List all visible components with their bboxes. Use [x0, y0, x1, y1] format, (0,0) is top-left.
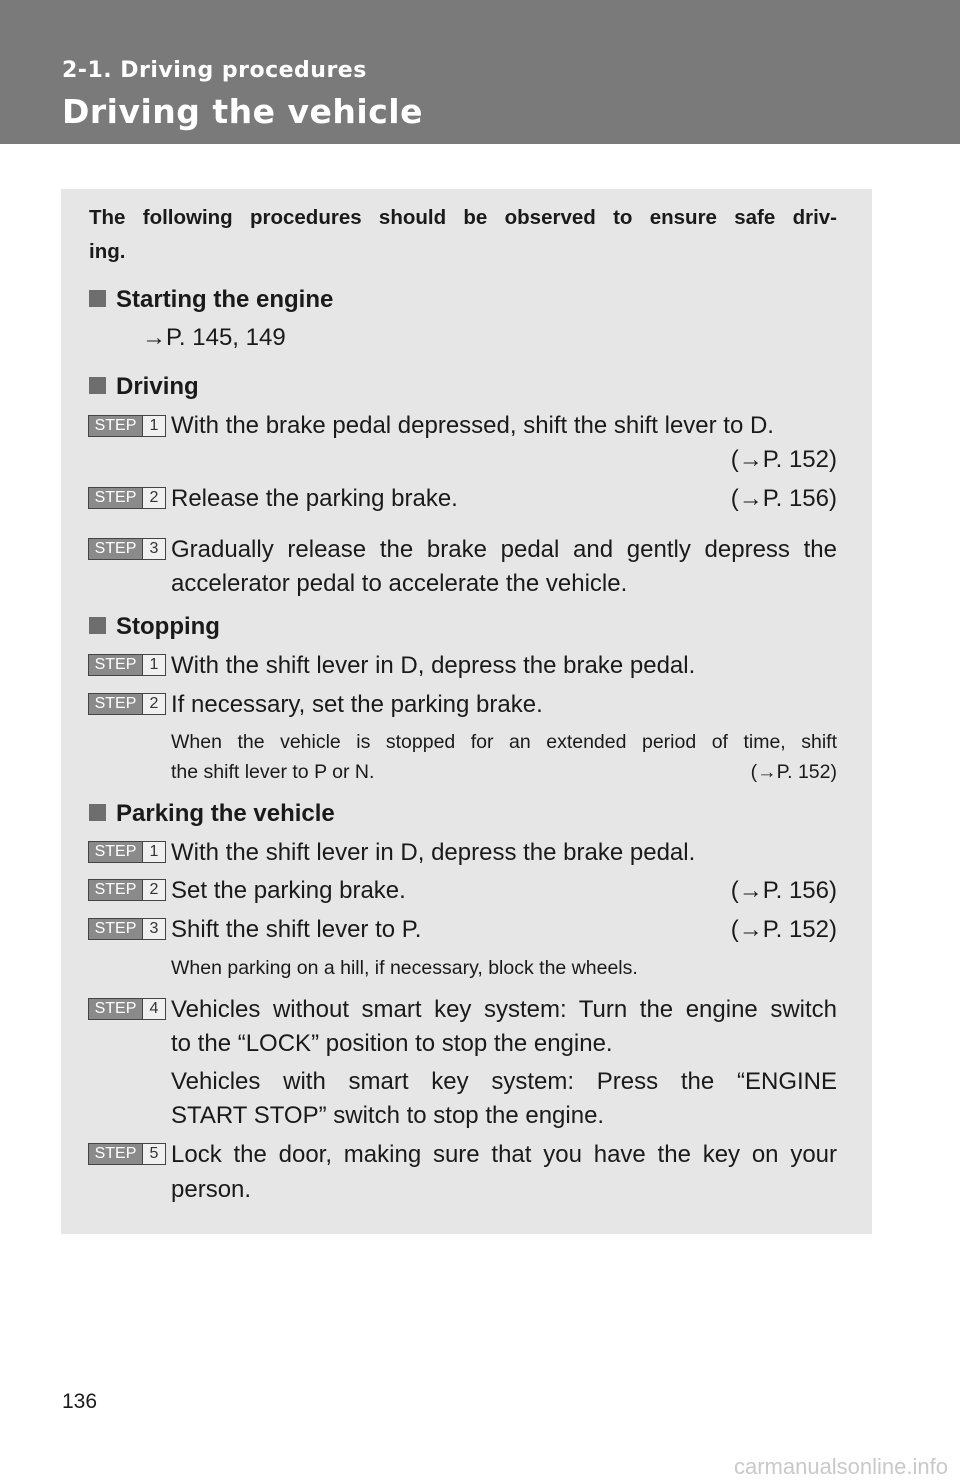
step-text: If necessary, set the parking brake. — [171, 691, 543, 718]
step-reference: (→P. 152) — [730, 916, 837, 943]
note-text: When parking on a hill, if necessary, block the wheels. — [171, 957, 638, 979]
step-text: Gradually release the brake pedal and gently depress the — [171, 536, 837, 563]
step-text-continued: Vehicles with smart key system: Press the “ENGINE — [171, 1068, 837, 1095]
step-text-continued: person. — [171, 1176, 252, 1203]
page-number: 136 — [62, 1390, 98, 1413]
step-badge: STEP 1 — [88, 654, 166, 676]
bullet-square-icon — [89, 617, 106, 634]
step-badge: STEP 1 — [88, 841, 166, 863]
starting-reference: →P. 145, 149 — [142, 324, 286, 351]
bullet-square-icon — [89, 290, 106, 307]
section-label: 2-1. Driving procedures — [62, 58, 367, 83]
step-badge: STEP 2 — [88, 487, 166, 509]
intro-line-1: The following procedures should be observed to ensure safe driv- — [89, 206, 837, 229]
step-text-continued: to the “LOCK” position to stop the engine. — [171, 1030, 613, 1057]
page-header — [0, 0, 960, 144]
section-heading: Parking the vehicle — [116, 800, 335, 827]
step-text: With the shift lever in D, depress the brake pedal. — [171, 652, 696, 679]
step-text: Release the parking brake. — [171, 485, 458, 512]
bullet-square-icon — [89, 804, 106, 821]
section-heading: Driving — [116, 373, 199, 400]
step-text: With the brake pedal depressed, shift the shift lever to D. — [171, 412, 774, 439]
page-title: Driving the vehicle — [62, 92, 423, 131]
step-reference: (→P. 156) — [730, 877, 837, 904]
step-text: Lock the door, making sure that you have the key on your — [171, 1141, 837, 1168]
note-reference: (→P. 152) — [750, 761, 837, 783]
step-text: With the shift lever in D, depress the brake pedal. — [171, 839, 696, 866]
watermark: carmanualsonline.info — [733, 1454, 948, 1479]
step-text-continued: accelerator pedal to accelerate the vehicle. — [171, 570, 628, 597]
step-reference: (→P. 156) — [730, 485, 837, 512]
bullet-square-icon — [89, 377, 106, 394]
section-heading: Starting the engine — [116, 286, 334, 313]
step-badge: STEP 5 — [88, 1143, 166, 1165]
note-text: When the vehicle is stopped for an extended period of time, shift — [171, 731, 837, 753]
step-badge: STEP 2 — [88, 693, 166, 715]
step-text-continued: START STOP” switch to stop the engine. — [171, 1102, 605, 1129]
step-badge: STEP 3 — [88, 918, 166, 940]
section-driving — [89, 373, 199, 401]
step-text: Vehicles without smart key system: Turn the engine switch — [171, 996, 837, 1023]
section-heading: Stopping — [116, 613, 220, 640]
step-text: Shift the shift lever to P. — [171, 916, 422, 943]
note-text-continued: the shift lever to P or N. — [171, 761, 375, 783]
step-badge: STEP 4 — [88, 998, 166, 1020]
section-stopping — [89, 613, 220, 641]
step-badge: STEP 1 — [88, 415, 166, 437]
step-badge: STEP 3 — [88, 538, 166, 560]
section-parking — [89, 800, 335, 828]
step-reference: (→P. 152) — [730, 446, 837, 473]
step-text: Set the parking brake. — [171, 877, 406, 904]
intro-line-2: ing. — [89, 240, 126, 263]
step-badge: STEP 2 — [88, 879, 166, 901]
section-starting-engine — [89, 286, 333, 314]
